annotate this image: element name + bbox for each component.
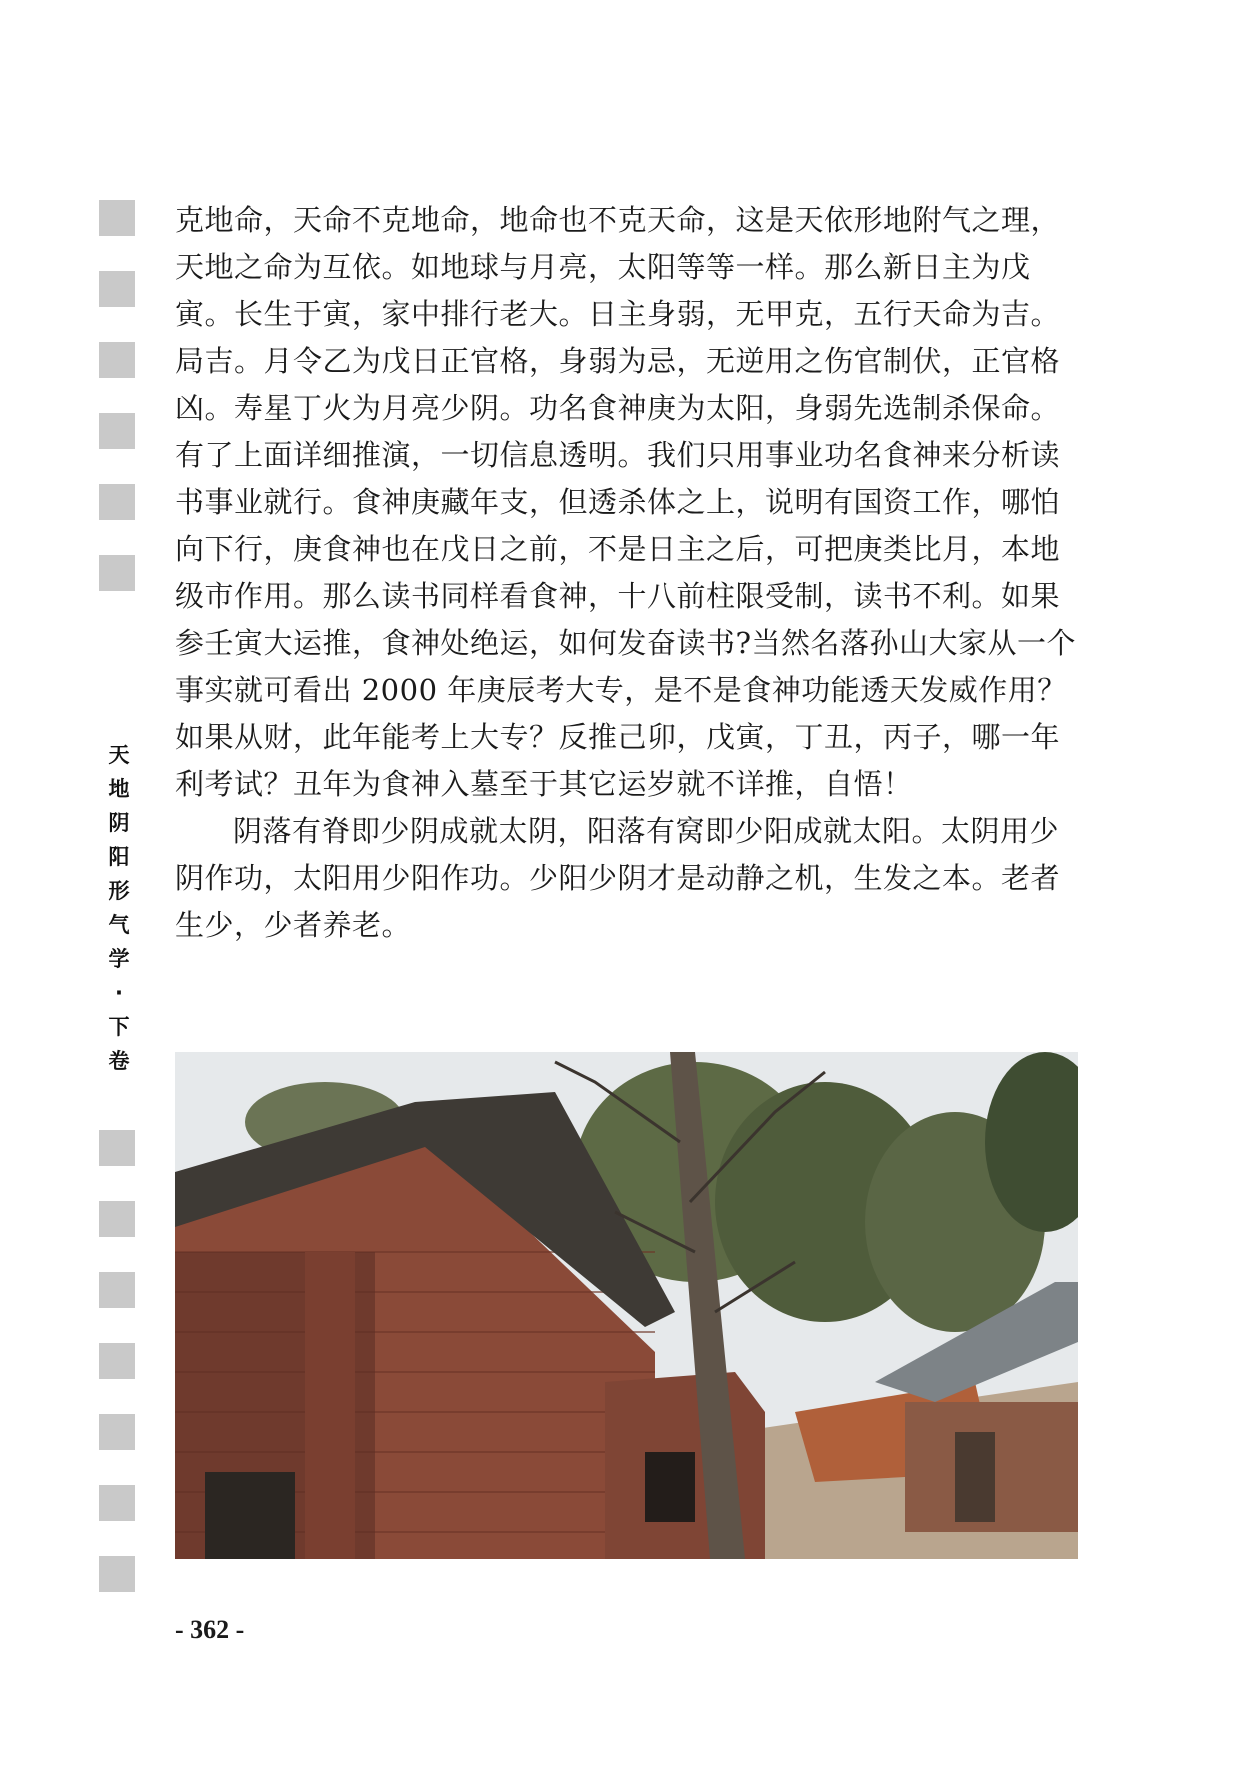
decorative-square [99, 1414, 135, 1450]
side-title-char: 气 [108, 913, 130, 937]
paragraph-1: 克地命，天命不克地命，地命也不克天命，这是天依形地附气之理，天地之命为互依。如地球与月亮，太阳等等一样。那么新日主为戊寅。长生于寅，家中排行老大。日主身弱，无甲克，五行天命为吉。局吉。月令乙为戊日正官格，身弱为忌，无逆用之伤官制伏，正官格凶。寿星丁火为月亮少阴。功名食神庚为太阳，身弱先选制杀保命。有了上面详细推演，一切信息透明。我们只用事业功名食神来分析读书事业就行。食神庚藏年支，但透杀体之上，说明有国资工作，哪怕向下行，庚食神也在戊日之前，不是日主之后，可把庚类比月，本地级市作用。那么读书同样看食神，十八前柱限受制，读书不利。如果参壬寅大运推，食神处绝运，如何发奋读书?当然名落孙山大家从一个事实就可看出 2000 年庚辰考大专，是不是食神功能透天发威作用？如果从财，此年能考上大专？反推己卯，戊寅，丁丑，丙子，哪一年利考试？丑年为食神入墓至于其它运岁就不详推，自悟！ [175, 203, 1077, 801]
side-title-char: 天 [108, 743, 130, 767]
photo-brick-house-image [175, 1052, 1078, 1559]
decorative-square [99, 555, 135, 591]
decorative-square [99, 413, 135, 449]
decorative-square [99, 1272, 135, 1308]
photo-brick-house [175, 1052, 1078, 1559]
decorative-squares-top [99, 200, 137, 626]
decorative-square [99, 1201, 135, 1237]
decorative-square [99, 1556, 135, 1592]
decorative-square [99, 1130, 135, 1166]
side-title-char: 地 [108, 777, 130, 801]
side-title-char: · [115, 981, 123, 1005]
paragraph-2: 阴落有脊即少阴成就太阴，阳落有窝即少阳成就太阳。太阴用少阴作功，太阳用少阳作功。少阳少阴才是动静之机，生发之本。老者生少，少者养老。 [175, 814, 1061, 942]
side-title-char: 学 [108, 947, 130, 971]
decorative-square [99, 484, 135, 520]
decorative-square [99, 271, 135, 307]
decorative-square [99, 1485, 135, 1521]
decorative-square [99, 200, 135, 236]
side-title-char: 阳 [108, 845, 130, 869]
side-title-char: 阴 [108, 811, 130, 835]
side-title-char: 下 [108, 1015, 130, 1039]
body-text [175, 197, 1080, 949]
decorative-squares-bottom [99, 1130, 137, 1627]
side-title-char: 卷 [108, 1049, 130, 1073]
page-number: - 362 - [175, 1615, 245, 1644]
side-title-char: 形 [108, 879, 130, 903]
decorative-square [99, 1343, 135, 1379]
decorative-square [99, 342, 135, 378]
book-side-title [104, 738, 134, 1078]
